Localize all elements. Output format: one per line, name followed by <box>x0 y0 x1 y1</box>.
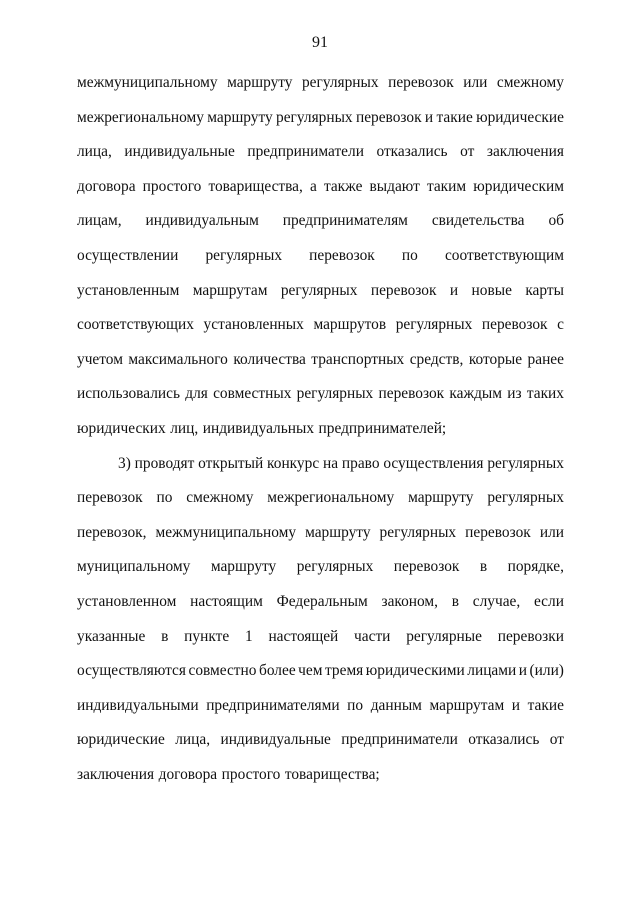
word: таких <box>526 385 564 403</box>
word: договора <box>77 177 136 195</box>
word: выдают <box>369 177 420 195</box>
word: также <box>323 177 363 195</box>
word: каждым <box>449 385 502 403</box>
word: межмуниципальному <box>155 523 297 541</box>
word: лица, <box>77 143 112 161</box>
word: перевозок <box>465 523 531 541</box>
word: маршрутов <box>313 316 387 334</box>
word: перевозок <box>370 281 437 299</box>
word: индивидуальные <box>124 143 235 161</box>
word: маршруту <box>207 108 273 126</box>
word: предпринимателям <box>282 212 408 230</box>
word: и <box>424 108 434 126</box>
word: регулярных <box>296 385 374 403</box>
word: и <box>449 281 459 299</box>
word: юридическим <box>473 177 564 195</box>
word: регулярные <box>406 627 482 645</box>
word: соответствующим <box>444 246 564 264</box>
text-line <box>77 723 564 758</box>
word: индивидуальными <box>77 696 199 714</box>
text-line <box>77 516 564 551</box>
word: отказались <box>376 143 448 161</box>
word: договора <box>158 765 218 783</box>
word: юридические <box>77 731 165 749</box>
word: маршрутам <box>192 281 268 299</box>
word: данным <box>370 696 422 714</box>
word: перевозок <box>481 316 548 334</box>
word: в <box>479 558 488 576</box>
word: товарищества, <box>208 177 303 195</box>
word: по <box>347 696 364 714</box>
word: более <box>258 662 296 680</box>
word: Федеральным <box>276 592 368 610</box>
paragraph <box>77 66 564 447</box>
text-line <box>77 550 564 585</box>
word: настоящей <box>268 627 339 645</box>
word: перевозок <box>393 558 460 576</box>
word: для <box>185 385 208 403</box>
word: товарищества; <box>284 765 380 783</box>
word: использовались <box>77 385 180 403</box>
word: маршруту <box>408 489 474 507</box>
word: порядке, <box>507 558 564 576</box>
word: средств, <box>409 350 464 368</box>
text-line <box>77 135 564 170</box>
word: юридических <box>77 419 166 437</box>
text-line <box>77 274 564 309</box>
text-line <box>77 620 564 655</box>
word: маршруту <box>305 523 371 541</box>
word: указанные <box>77 627 146 645</box>
word: смежному <box>496 74 564 91</box>
word: совместно <box>188 662 257 680</box>
word: таким <box>426 177 467 195</box>
document-body <box>77 66 564 792</box>
word: настоящим <box>190 592 263 610</box>
word: предпринимателями <box>206 696 340 714</box>
word: лицам, <box>77 212 122 230</box>
word: открытый <box>198 454 264 472</box>
word: регулярных <box>205 246 283 264</box>
word: перевозок <box>388 74 454 91</box>
word: на <box>322 454 339 472</box>
word: регулярных <box>487 489 564 507</box>
word: пункте <box>184 627 230 645</box>
word: юридические <box>476 108 564 126</box>
text-line <box>77 66 564 101</box>
word: перевозок <box>309 246 375 264</box>
word: 3) <box>118 454 131 472</box>
word: тремя <box>325 662 364 680</box>
word: в <box>451 592 460 610</box>
word: юридическими <box>365 662 465 680</box>
word: или <box>539 523 564 541</box>
word: по <box>156 489 173 507</box>
text-line <box>77 308 564 343</box>
word: чем <box>298 662 323 680</box>
word: перевозок <box>355 108 422 126</box>
word: регулярных <box>280 281 358 299</box>
word: муниципальному <box>77 558 191 576</box>
word: маршрутам <box>429 696 505 714</box>
word: такие <box>436 108 473 126</box>
word: предпринимателей; <box>318 419 447 437</box>
word: проводят <box>134 454 195 472</box>
word: межмуниципальному <box>77 74 218 91</box>
word: новые <box>471 281 512 299</box>
word: осуществляются <box>77 662 186 680</box>
word: смежному <box>186 489 254 507</box>
word: 1 <box>244 627 253 645</box>
word: совместных <box>213 385 292 403</box>
word: простого <box>142 177 202 195</box>
word: законом, <box>381 592 439 610</box>
word: предприниматели <box>247 143 364 161</box>
word: от <box>460 143 475 161</box>
word: регулярных <box>487 454 564 472</box>
word: регулярных <box>296 558 374 576</box>
text-line <box>77 204 564 239</box>
text-line <box>77 170 564 205</box>
word: заключения <box>77 765 155 783</box>
text-line <box>77 447 564 482</box>
page-number: 91 <box>312 34 328 51</box>
text-line <box>77 239 564 274</box>
word: простого <box>221 765 281 783</box>
text-line <box>77 101 564 136</box>
word: если <box>533 592 564 610</box>
word: регулярных <box>379 523 457 541</box>
word: установленных <box>203 316 304 334</box>
text-line <box>77 412 564 447</box>
word: право <box>341 454 380 472</box>
word: регулярных <box>276 108 353 126</box>
word: регулярных <box>301 74 379 91</box>
text-line <box>77 654 564 689</box>
word: перевозок, <box>77 523 147 541</box>
text-line <box>77 758 564 793</box>
word: предприниматели <box>341 731 458 749</box>
word: с <box>557 316 564 334</box>
word: а <box>309 177 317 195</box>
word: перевозок <box>378 385 445 403</box>
text-line <box>77 585 564 620</box>
word: (или) <box>529 662 564 680</box>
word: индивидуальные <box>220 731 331 749</box>
word: лица, <box>175 731 211 749</box>
word: соответствующих <box>77 316 194 334</box>
word: осуществления <box>383 454 484 472</box>
text-line <box>77 481 564 516</box>
word: межрегиональному <box>77 108 204 126</box>
word: заключения <box>486 143 564 161</box>
paragraph <box>77 447 564 793</box>
word: или <box>463 74 488 91</box>
word: межрегиональному <box>267 489 395 507</box>
word: регулярных <box>395 316 473 334</box>
word: индивидуальным <box>145 212 259 230</box>
word: свидетельства <box>431 212 525 230</box>
word: такие <box>527 696 564 714</box>
word: конкурс <box>267 454 320 472</box>
word: маршруту <box>210 558 277 576</box>
word: в <box>161 627 169 645</box>
word: максимального <box>128 350 228 368</box>
word: транспортных <box>311 350 405 368</box>
text-line <box>77 689 564 724</box>
word: установленным <box>77 281 180 299</box>
word: по <box>401 246 418 264</box>
word: количества <box>233 350 306 368</box>
word: которые <box>468 350 523 368</box>
word: отказались <box>468 731 540 749</box>
text-line <box>77 377 564 412</box>
word: и <box>518 662 528 680</box>
word: установленном <box>77 592 177 610</box>
word: перевозки <box>497 627 564 645</box>
word: маршруту <box>227 74 293 91</box>
word: карты <box>525 281 564 299</box>
word: лиц, <box>170 419 199 437</box>
word: индивидуальных <box>202 419 315 437</box>
word: осуществлении <box>77 246 179 264</box>
word: об <box>548 212 564 230</box>
text-line <box>77 343 564 378</box>
word: случае, <box>472 592 521 610</box>
word: части <box>354 627 391 645</box>
word: и <box>511 696 521 714</box>
word: перевозок <box>77 489 143 507</box>
word: из <box>507 385 522 403</box>
word: учетом <box>77 350 123 368</box>
word: ранее <box>527 350 564 368</box>
word: лицами <box>467 662 517 680</box>
word: от <box>549 731 564 749</box>
